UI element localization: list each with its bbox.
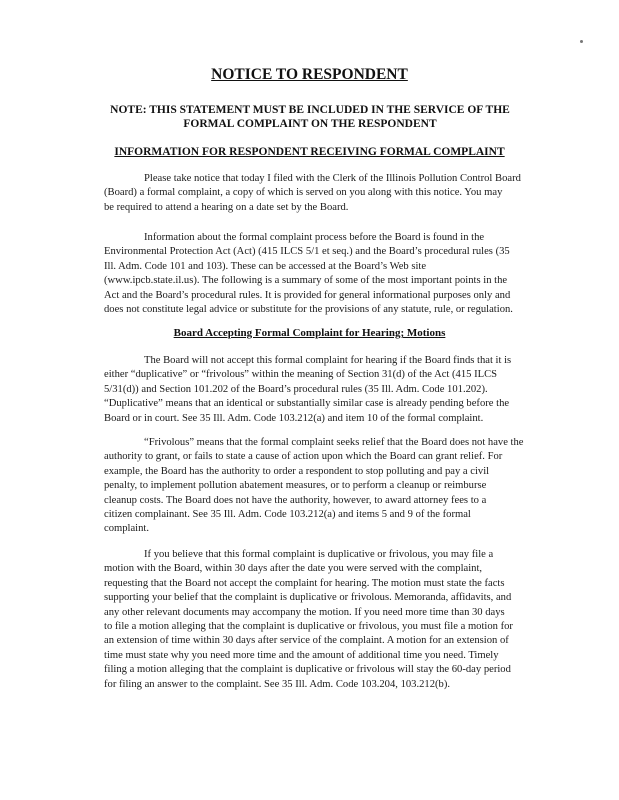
paragraph-line: does not constitute legal advice or substitute for the provisions of any statute, rule, or regulation. (104, 304, 513, 316)
paragraph-line: citizen complainant. See 35 Ill. Adm. Code 103.212(a) and items 5 and 9 of the formal (104, 509, 471, 521)
paragraph-line: supporting your belief that the complaint is duplicative or frivolous. Memoranda, affidavits, and (104, 592, 512, 604)
scan-speck (580, 40, 583, 43)
paragraph-line: filing a motion alleging that the complaint is duplicative or frivolous will stay the 60-day period (104, 664, 511, 676)
note-line: FORMAL COMPLAINT ON THE RESPONDENT (183, 118, 437, 130)
paragraph-line: The Board will not accept this formal complaint for hearing if the Board finds that it is (144, 355, 512, 366)
paragraph-line: time must state why you need more time and the amount of additional time you need. Timely (104, 649, 499, 661)
paragraph-line: motion with the Board, within 30 days after the date you were served with the complaint, (104, 563, 483, 575)
paragraph-line: cleanup costs. The Board does not have the authority, however, to award attorney fees to a (104, 494, 487, 506)
paragraph-line: an extension of time within 30 days after service of the complaint. A motion for an extension of (104, 635, 509, 647)
paragraph-duplicative (104, 354, 540, 426)
paragraph-line: complaint. (104, 523, 150, 535)
paragraph-line: example, the Board has the authority to order a respondent to stop polluting and pay a civil (104, 465, 490, 477)
section-heading-motions: Board Accepting Formal Complaint for Hearing; Motions (173, 327, 446, 339)
paragraph-line: Act and the Board’s procedural rules. It is provided for general informational purposes only and (104, 289, 511, 301)
note-line: NOTE: THIS STATEMENT MUST BE INCLUDED IN THE SERVICE OF THE (110, 104, 510, 116)
paragraph-line: any other relevant documents may accompany the motion. If you need more time than 30 days (104, 606, 505, 618)
paragraph-line: (www.ipcb.state.il.us). The following is a summary of some of the most important points in the (104, 275, 508, 287)
paragraph-line: Please take notice that today I filed with the Clerk of the Illinois Pollution Control Board (144, 173, 521, 184)
service-note (70, 103, 550, 131)
paragraph-line: “Frivolous” means that the formal complaint seeks relief that the Board does not have the (144, 437, 524, 448)
paragraph-filing-motion (104, 548, 540, 692)
paragraph-line: to file a motion alleging that the complaint is duplicative or frivolous, you must file a motion for (104, 621, 513, 633)
paragraph-line: “Duplicative” means that an identical or substantially similar case is already pending before the (104, 398, 510, 410)
information-subheading: INFORMATION FOR RESPONDENT RECEIVING FORMAL COMPLAINT (114, 146, 505, 158)
paragraph-line: Board or in court. See 35 Ill. Adm. Code 103.212(a) and item 10 of the formal complaint. (104, 412, 484, 424)
paragraph-line: Information about the formal complaint process before the Board is found in the (144, 232, 485, 243)
paragraph-notice (104, 172, 540, 215)
paragraph-line: If you believe that this formal complaint is duplicative or frivolous, you may file a (144, 549, 494, 560)
paragraph-line: Environmental Protection Act (Act) (415 ILCS 5/1 et seq.) and the Board’s procedural rules (35 (104, 246, 510, 258)
paragraph-line: be required to attend a hearing on a date set by the Board. (104, 201, 349, 213)
paragraph-process-info (104, 231, 540, 317)
paragraph-line: requesting that the Board not accept the complaint for hearing. The motion must state the facts (104, 577, 505, 589)
paragraph-line: penalty, to implement pollution abatement measures, or to perform a cleanup or reimburse (104, 480, 487, 492)
paragraph-frivolous (104, 436, 540, 537)
paragraph-line: Ill. Adm. Code 101 and 103). These can be accessed at the Board’s Web site (104, 260, 427, 272)
document-title: NOTICE TO RESPONDENT (211, 66, 408, 83)
paragraph-line: 5/31(d)) and Section 101.202 of the Board’s procedural rules (35 Ill. Adm. Code 101.202). (104, 383, 488, 395)
paragraph-line: (Board) a formal complaint, a copy of which is served on you along with this notice. You may (104, 187, 503, 199)
paragraph-line: authority to grant, or fails to state a cause of action upon which the Board can grant relief. For (104, 451, 503, 463)
paragraph-line: for filing an answer to the complaint. See 35 Ill. Adm. Code 103.204, 103.212(b). (104, 678, 451, 690)
paragraph-line: either “duplicative” or “frivolous” within the meaning of Section 31(d) of the Act (415 ILCS (104, 369, 498, 381)
